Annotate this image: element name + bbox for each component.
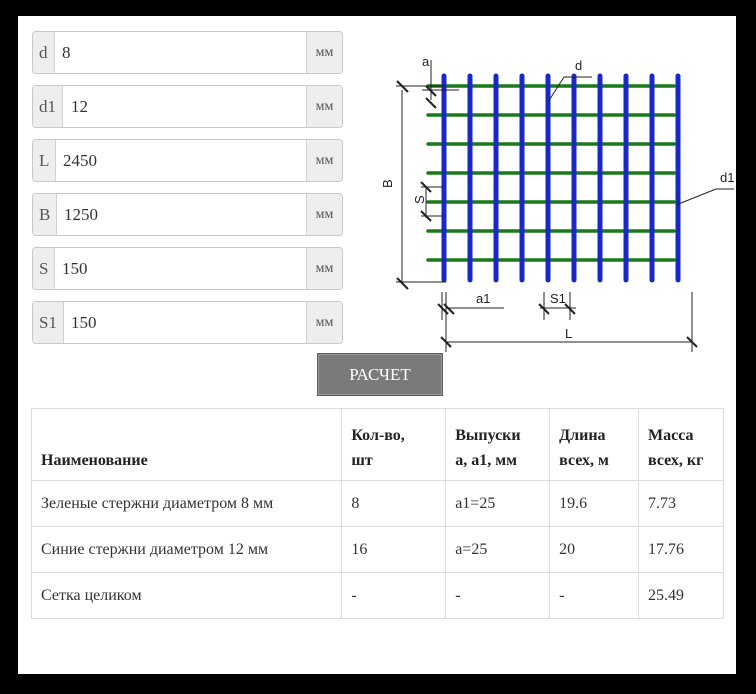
cell-name: Синие стержни диаметром 12 мм: [32, 527, 342, 573]
label-s1: S1: [550, 291, 566, 306]
table-row: [32, 573, 724, 619]
cell-length: 19.6: [550, 481, 639, 527]
mesh-diagram: [364, 30, 734, 360]
cell-releases: -: [446, 573, 550, 619]
field-b-unit: мм: [306, 194, 342, 235]
field-b-label: B: [33, 194, 57, 235]
header-releases: Выпуски а, а1, мм: [446, 409, 550, 481]
field-d1-unit: мм: [306, 86, 342, 127]
field-l-unit: мм: [306, 140, 342, 181]
field-s1: [32, 301, 343, 344]
field-s-label: S: [33, 248, 55, 289]
field-d1: [32, 85, 343, 128]
header-count: Кол-во, шт: [342, 409, 446, 481]
field-d: [32, 31, 343, 74]
cell-length: 20: [550, 527, 639, 573]
calculate-button[interactable]: РАСЧЕТ: [317, 353, 443, 396]
blue-bars: [444, 76, 678, 280]
field-d-label: d: [33, 32, 55, 73]
field-s1-input[interactable]: 150: [71, 312, 97, 332]
field-b-input[interactable]: 1250: [64, 204, 98, 224]
field-s-input[interactable]: 150: [62, 258, 88, 278]
field-d1-input[interactable]: 12: [71, 96, 88, 116]
table-row: [32, 527, 724, 573]
header-length: Длина всех, м: [550, 409, 639, 481]
cell-releases: a1=25: [446, 481, 550, 527]
green-bars: [428, 86, 674, 260]
dimension-lines: [396, 60, 734, 352]
cell-count: -: [342, 573, 446, 619]
header-name: Наименование: [32, 409, 342, 481]
field-d-input[interactable]: 8: [62, 42, 71, 62]
field-s: [32, 247, 343, 290]
field-l-label: L: [33, 140, 56, 181]
field-b: [32, 193, 343, 236]
cell-mass: 7.73: [639, 481, 724, 527]
cell-count: 8: [342, 481, 446, 527]
cell-mass: 25.49: [639, 573, 724, 619]
field-d1-label: d1: [33, 86, 63, 127]
field-d-unit: мм: [306, 32, 342, 73]
label-d1: d1: [720, 170, 734, 185]
label-b: B: [380, 179, 395, 188]
field-s-unit: мм: [306, 248, 342, 289]
cell-name: Зеленые стержни диаметром 8 мм: [32, 481, 342, 527]
results-table: [31, 408, 724, 619]
cell-mass: 17.76: [639, 527, 724, 573]
content-panel: [18, 16, 736, 674]
cell-length: -: [550, 573, 639, 619]
field-l: [32, 139, 343, 182]
label-d: d: [575, 58, 583, 73]
cell-name: Сетка целиком: [32, 573, 342, 619]
table-row: [32, 481, 724, 527]
field-l-input[interactable]: 2450: [63, 150, 97, 170]
label-s: S: [412, 195, 427, 204]
header-mass: Масса всех, кг: [639, 409, 724, 481]
cell-count: 16: [342, 527, 446, 573]
label-l: L: [565, 326, 573, 341]
cell-releases: a=25: [446, 527, 550, 573]
label-a1: a1: [476, 291, 491, 306]
label-a: a: [422, 54, 430, 69]
parameter-inputs: [32, 31, 343, 355]
table-header-row: [32, 409, 724, 481]
field-s1-label: S1: [33, 302, 64, 343]
field-s1-unit: мм: [306, 302, 342, 343]
